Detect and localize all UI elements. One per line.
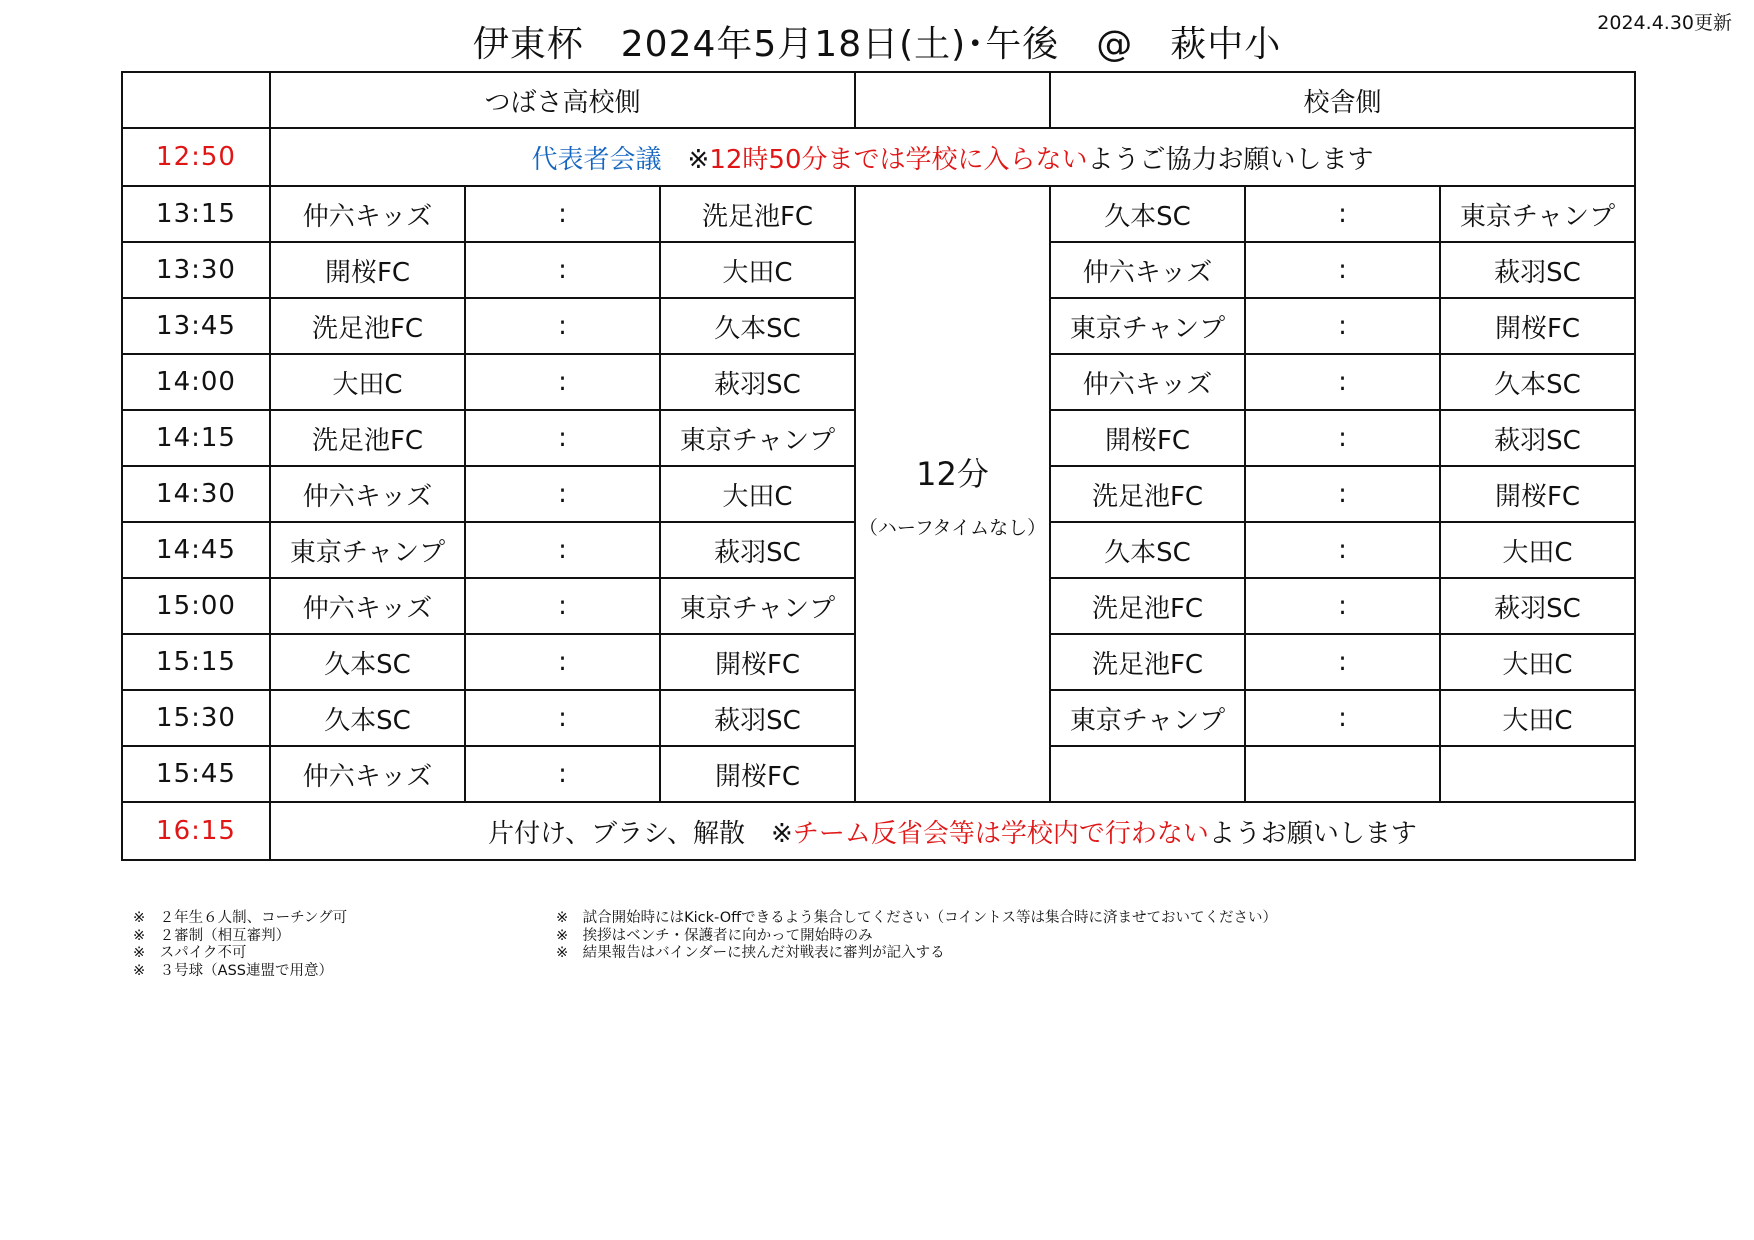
match-time: 15:30: [122, 690, 270, 746]
opening-time: 12:50: [122, 128, 270, 186]
opening-meeting-label: 代表者会議: [531, 144, 662, 175]
left-home-team: 久本SC: [270, 690, 465, 746]
left-separator: :: [465, 410, 660, 466]
closing-warning: チーム反省会等は学校内で行わない: [792, 818, 1209, 849]
closing-message: [270, 802, 1635, 860]
left-separator: :: [465, 578, 660, 634]
right-away-team: 萩羽SC: [1440, 242, 1635, 298]
left-separator: :: [465, 186, 660, 242]
match-time: 15:00: [122, 578, 270, 634]
right-home-team: 久本SC: [1050, 186, 1245, 242]
left-separator: :: [465, 298, 660, 354]
right-away-team: 久本SC: [1440, 354, 1635, 410]
right-away-team: 大田C: [1440, 522, 1635, 578]
left-away-team: 萩羽SC: [660, 522, 855, 578]
left-home-team: 洗足池FC: [270, 298, 465, 354]
right-separator: :: [1245, 522, 1440, 578]
opening-message: [270, 128, 1635, 186]
closing-text: 片付け、ブラシ、解散 ※: [488, 818, 793, 849]
left-away-team: 東京チャンプ: [660, 410, 855, 466]
right-away-team: 大田C: [1440, 690, 1635, 746]
right-home-team: [1050, 746, 1245, 802]
match-row: [122, 186, 1635, 242]
notes-left: [133, 910, 347, 980]
left-home-team: 久本SC: [270, 634, 465, 690]
left-away-team: 萩羽SC: [660, 354, 855, 410]
right-separator: :: [1245, 298, 1440, 354]
match-time: 14:00: [122, 354, 270, 410]
right-away-team: [1440, 746, 1635, 802]
match-time: 14:15: [122, 410, 270, 466]
right-separator: :: [1245, 242, 1440, 298]
left-home-team: 開桜FC: [270, 242, 465, 298]
match-time: 13:45: [122, 298, 270, 354]
right-home-team: 東京チャンプ: [1050, 690, 1245, 746]
header-middle: [855, 72, 1050, 128]
right-separator: [1245, 746, 1440, 802]
left-separator: :: [465, 746, 660, 802]
header-left-side: つばさ高校側: [270, 72, 855, 128]
page-title: 伊東杯 2024年5月18日(土)･午後 @ 萩中小: [472, 24, 1282, 65]
opening-row: [122, 128, 1635, 186]
right-home-team: 仲六キッズ: [1050, 354, 1245, 410]
match-duration-note: （ハーフタイムなし）: [858, 516, 1047, 539]
notes-right: [556, 910, 1277, 963]
header-time-cell: [122, 72, 270, 128]
right-home-team: 仲六キッズ: [1050, 242, 1245, 298]
match-time: 13:30: [122, 242, 270, 298]
right-separator: :: [1245, 578, 1440, 634]
left-away-team: 東京チャンプ: [660, 578, 855, 634]
left-separator: :: [465, 690, 660, 746]
left-away-team: 洗足池FC: [660, 186, 855, 242]
right-separator: :: [1245, 354, 1440, 410]
right-away-team: 萩羽SC: [1440, 578, 1635, 634]
right-separator: :: [1245, 410, 1440, 466]
note-item: ※ ３号球（ASS連盟で用意）: [133, 962, 333, 979]
right-home-team: 洗足池FC: [1050, 578, 1245, 634]
opening-request: ようご協力お願いします: [1087, 144, 1374, 175]
left-away-team: 開桜FC: [660, 746, 855, 802]
updated-date: 2024.4.30更新: [1597, 12, 1732, 34]
match-time: 15:45: [122, 746, 270, 802]
right-away-team: 開桜FC: [1440, 298, 1635, 354]
right-away-team: 東京チャンプ: [1440, 186, 1635, 242]
right-separator: :: [1245, 186, 1440, 242]
right-home-team: 洗足池FC: [1050, 466, 1245, 522]
match-time: 14:30: [122, 466, 270, 522]
left-separator: :: [465, 354, 660, 410]
left-away-team: 開桜FC: [660, 634, 855, 690]
header-right-side: 校舎側: [1050, 72, 1635, 128]
right-home-team: 洗足池FC: [1050, 634, 1245, 690]
closing-time: 16:15: [122, 802, 270, 860]
left-separator: :: [465, 242, 660, 298]
left-home-team: 大田C: [270, 354, 465, 410]
left-away-team: 久本SC: [660, 298, 855, 354]
schedule-table: [121, 71, 1636, 861]
right-separator: :: [1245, 466, 1440, 522]
right-home-team: 東京チャンプ: [1050, 298, 1245, 354]
left-home-team: 仲六キッズ: [270, 578, 465, 634]
right-away-team: 開桜FC: [1440, 466, 1635, 522]
note-item: ※ ２年生６人制、コーチング可: [133, 910, 348, 926]
right-home-team: 久本SC: [1050, 522, 1245, 578]
note-item: ※ 挨拶はベンチ・保護者に向かって開始時のみ: [556, 927, 873, 944]
match-time: 13:15: [122, 186, 270, 242]
match-duration: 12分: [916, 454, 989, 493]
left-separator: :: [465, 522, 660, 578]
match-time: 14:45: [122, 522, 270, 578]
opening-note-mark: ※: [661, 144, 710, 175]
right-separator: :: [1245, 634, 1440, 690]
right-separator: :: [1245, 690, 1440, 746]
note-item: ※ 結果報告はバインダーに挟んだ対戦表に審判が記入する: [556, 945, 945, 961]
header-row: [122, 72, 1635, 128]
left-home-team: 仲六キッズ: [270, 466, 465, 522]
right-home-team: 開桜FC: [1050, 410, 1245, 466]
left-separator: :: [465, 634, 660, 690]
left-away-team: 大田C: [660, 242, 855, 298]
left-away-team: 萩羽SC: [660, 690, 855, 746]
note-item: ※ ２審制（相互審判）: [133, 927, 291, 944]
left-home-team: 仲六キッズ: [270, 186, 465, 242]
note-item: ※ 試合開始時にはKick-Offできるよう集合してください（コイントス等は集合時に済ませておいてください）: [556, 910, 1278, 926]
left-separator: :: [465, 466, 660, 522]
left-away-team: 大田C: [660, 466, 855, 522]
match-time: 15:15: [122, 634, 270, 690]
left-home-team: 仲六キッズ: [270, 746, 465, 802]
left-home-team: 洗足池FC: [270, 410, 465, 466]
right-away-team: 萩羽SC: [1440, 410, 1635, 466]
note-item: ※ スパイク不可: [133, 945, 247, 961]
closing-request: ようお願いします: [1208, 818, 1417, 849]
left-home-team: 東京チャンプ: [270, 522, 465, 578]
closing-row: [122, 802, 1635, 860]
right-away-team: 大田C: [1440, 634, 1635, 690]
opening-warning: 12時50分までは学校に入らない: [709, 144, 1088, 175]
match-duration-cell: [855, 186, 1050, 802]
